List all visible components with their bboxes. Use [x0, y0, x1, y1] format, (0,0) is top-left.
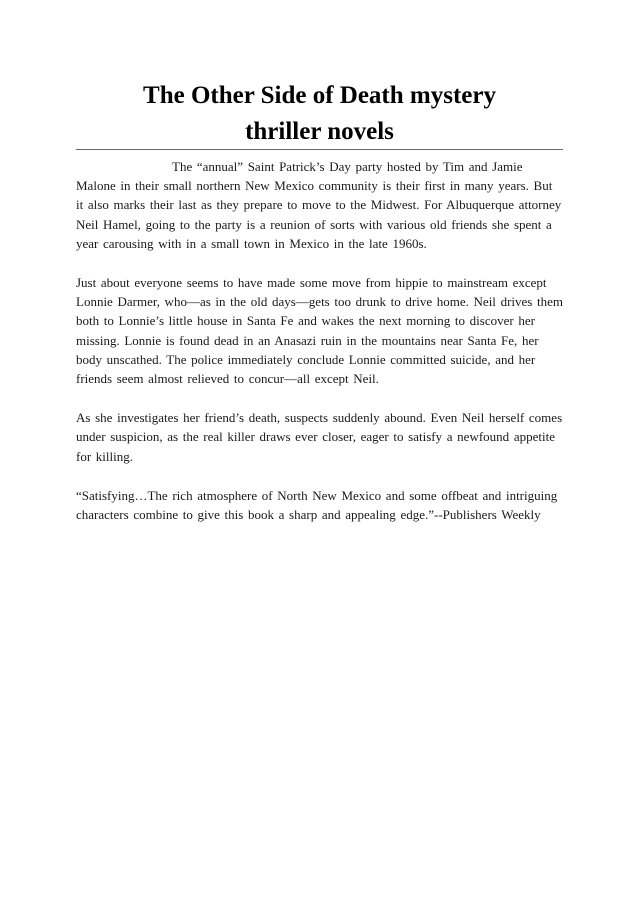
paragraph-3: As she investigates her friend’s death, suspects suddenly abound. Even Neil herself comes under suspicion, as the real killer draws ever closer, eager to satisfy a newfound appetite for killing. — [76, 410, 563, 464]
review-quote: “Satisfying…The rich atmosphere of North New Mexico and some offbeat and intriguing characters combine to give this book a sharp and appealing edge.”--Publishers Weekly — [76, 487, 558, 523]
paragraph-1 — [76, 157, 564, 253]
paragraph-2: Just about everyone seems to have made some move from hippie to mainstream except Lonnie Darmer, who—as in the old days—gets too drunk to drive home. Neil drives them both to Lonnie’s little house in Santa Fe and wakes the next morning to discover her missing. Lonnie is found dead in an Anasazi ruin in the mountains near Santa Fe, her body unscathed. The police immediately conclude Lonnie committed suicide, and her friends seem almost relieved to concur—all except Neil. — [76, 275, 563, 387]
paragraph-1-text: The “annual” Saint Patrick’s Day party hosted by Tim and Jamie Malone in their small northern New Mexico community is their first in many years. But it also marks their last as they prepare to move to the Midwest. For Albuquerque attorney Neil Hamel, going to the party is a reunion of sorts with various old friends she spent a year carousing with in a small town in Mexico in the late 1960s. — [76, 159, 562, 251]
title-underline — [76, 149, 563, 150]
title-line-2: thriller novels — [245, 118, 394, 145]
document-body — [76, 157, 564, 544]
title-line-1: The Other Side of Death mystery — [143, 82, 496, 109]
document-title — [76, 78, 563, 150]
